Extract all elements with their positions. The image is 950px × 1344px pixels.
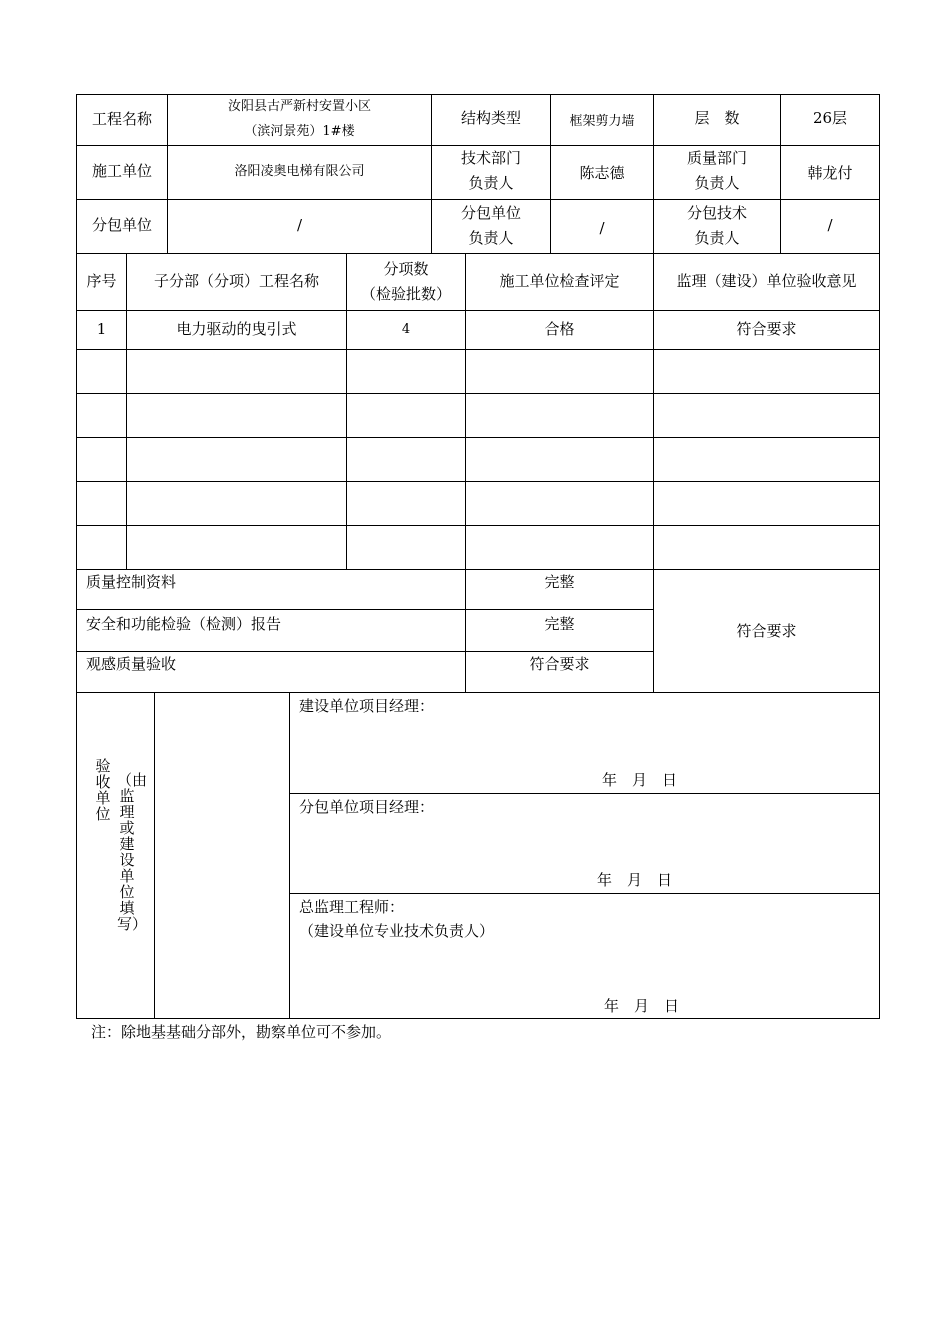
col-header-name: 子分部（分项）工程名称 <box>153 272 319 290</box>
sub-head-value: / <box>599 219 605 237</box>
rule <box>76 692 880 693</box>
appearance-label: 观感质量验收 <box>86 655 177 673</box>
chief-date: 年 月 日 <box>604 997 680 1015</box>
tech-dept-label: 技术部门 <box>460 149 521 167</box>
project-name-line1: 汝阳县古严新村安置小区 <box>227 99 371 114</box>
table-row-check: 合格 <box>544 320 575 338</box>
contractor-label: 施工单位 <box>91 162 152 180</box>
table-row-count: 4 <box>401 322 411 337</box>
structure-type-label: 结构类型 <box>460 109 521 127</box>
subcontractor-label: 分包单位 <box>91 216 152 234</box>
rule <box>76 481 880 482</box>
owner-date: 年 月 日 <box>602 771 678 789</box>
quality-docs-value: 完整 <box>544 573 575 591</box>
rule <box>76 310 880 311</box>
table-row-name: 电力驱动的曳引式 <box>176 320 297 338</box>
safety-label: 安全和功能检验（检测）报告 <box>86 615 282 633</box>
rule <box>76 437 880 438</box>
sub-date: 年 月 日 <box>597 871 673 889</box>
quality-docs-label: 质量控制资料 <box>86 573 177 591</box>
owner-pm-label: 建设单位项目经理： <box>299 697 435 715</box>
table-row-opinion: 符合要求 <box>736 320 797 338</box>
col-header-check: 施工单位检查评定 <box>499 272 620 290</box>
project-name-line2: （滨河景苑）1#楼 <box>244 124 355 139</box>
appearance-value: 符合要求 <box>529 655 590 673</box>
rule <box>76 349 880 350</box>
rule <box>879 94 880 1019</box>
acceptance-unit-label: 验收单位 <box>95 757 111 823</box>
table-row-no: 1 <box>96 320 107 338</box>
rule <box>76 1018 880 1019</box>
acceptance-unit-sublabel: （由监理或建设单位填写） <box>117 771 148 933</box>
quality-dept-value: 韩龙付 <box>807 164 853 182</box>
sub-tech-value: / <box>827 216 833 234</box>
rule <box>126 253 127 569</box>
project-name-label: 工程名称 <box>91 110 152 128</box>
floors-value: 26层 <box>812 109 848 127</box>
subcontractor-value: / <box>296 216 303 234</box>
quality-dept-label: 质量部门 <box>686 149 747 167</box>
col-header-opinion: 监理（建设）单位验收意见 <box>676 272 857 290</box>
structure-type-value: 框架剪力墙 <box>569 114 635 129</box>
sub-pm-label: 分包单位项目经理： <box>299 798 435 816</box>
quality-dept-label-2: 负责人 <box>694 174 740 192</box>
rule <box>154 692 155 1018</box>
overall-opinion: 符合要求 <box>736 622 797 640</box>
chief-sub-label: （建设单位专业技术负责人） <box>299 922 495 940</box>
rule <box>76 253 880 254</box>
rule <box>76 609 653 610</box>
col-header-count-2: （检验批数） <box>360 285 451 303</box>
sub-head-label-2: 负责人 <box>468 229 514 247</box>
chief-label: 总监理工程师： <box>299 898 405 916</box>
rule <box>76 525 880 526</box>
rule <box>76 393 880 394</box>
sub-head-label: 分包单位 <box>460 204 521 222</box>
safety-value: 完整 <box>544 615 575 633</box>
rule <box>289 793 880 794</box>
sub-tech-label: 分包技术 <box>686 204 747 222</box>
rule <box>76 199 880 200</box>
col-header-no: 序号 <box>86 272 117 290</box>
col-header-count: 分项数 <box>383 260 429 278</box>
tech-dept-value: 陈志德 <box>579 164 625 182</box>
sub-tech-label-2: 负责人 <box>694 229 740 247</box>
contractor-value: 洛阳凌奥电梯有限公司 <box>234 164 365 179</box>
footnote: 注：除地基基础分部外，勘察单位可不参加。 <box>91 1023 392 1041</box>
floors-label: 层 数 <box>694 109 740 127</box>
rule <box>289 692 290 1018</box>
tech-dept-label-2: 负责人 <box>468 174 514 192</box>
rule <box>289 893 880 894</box>
